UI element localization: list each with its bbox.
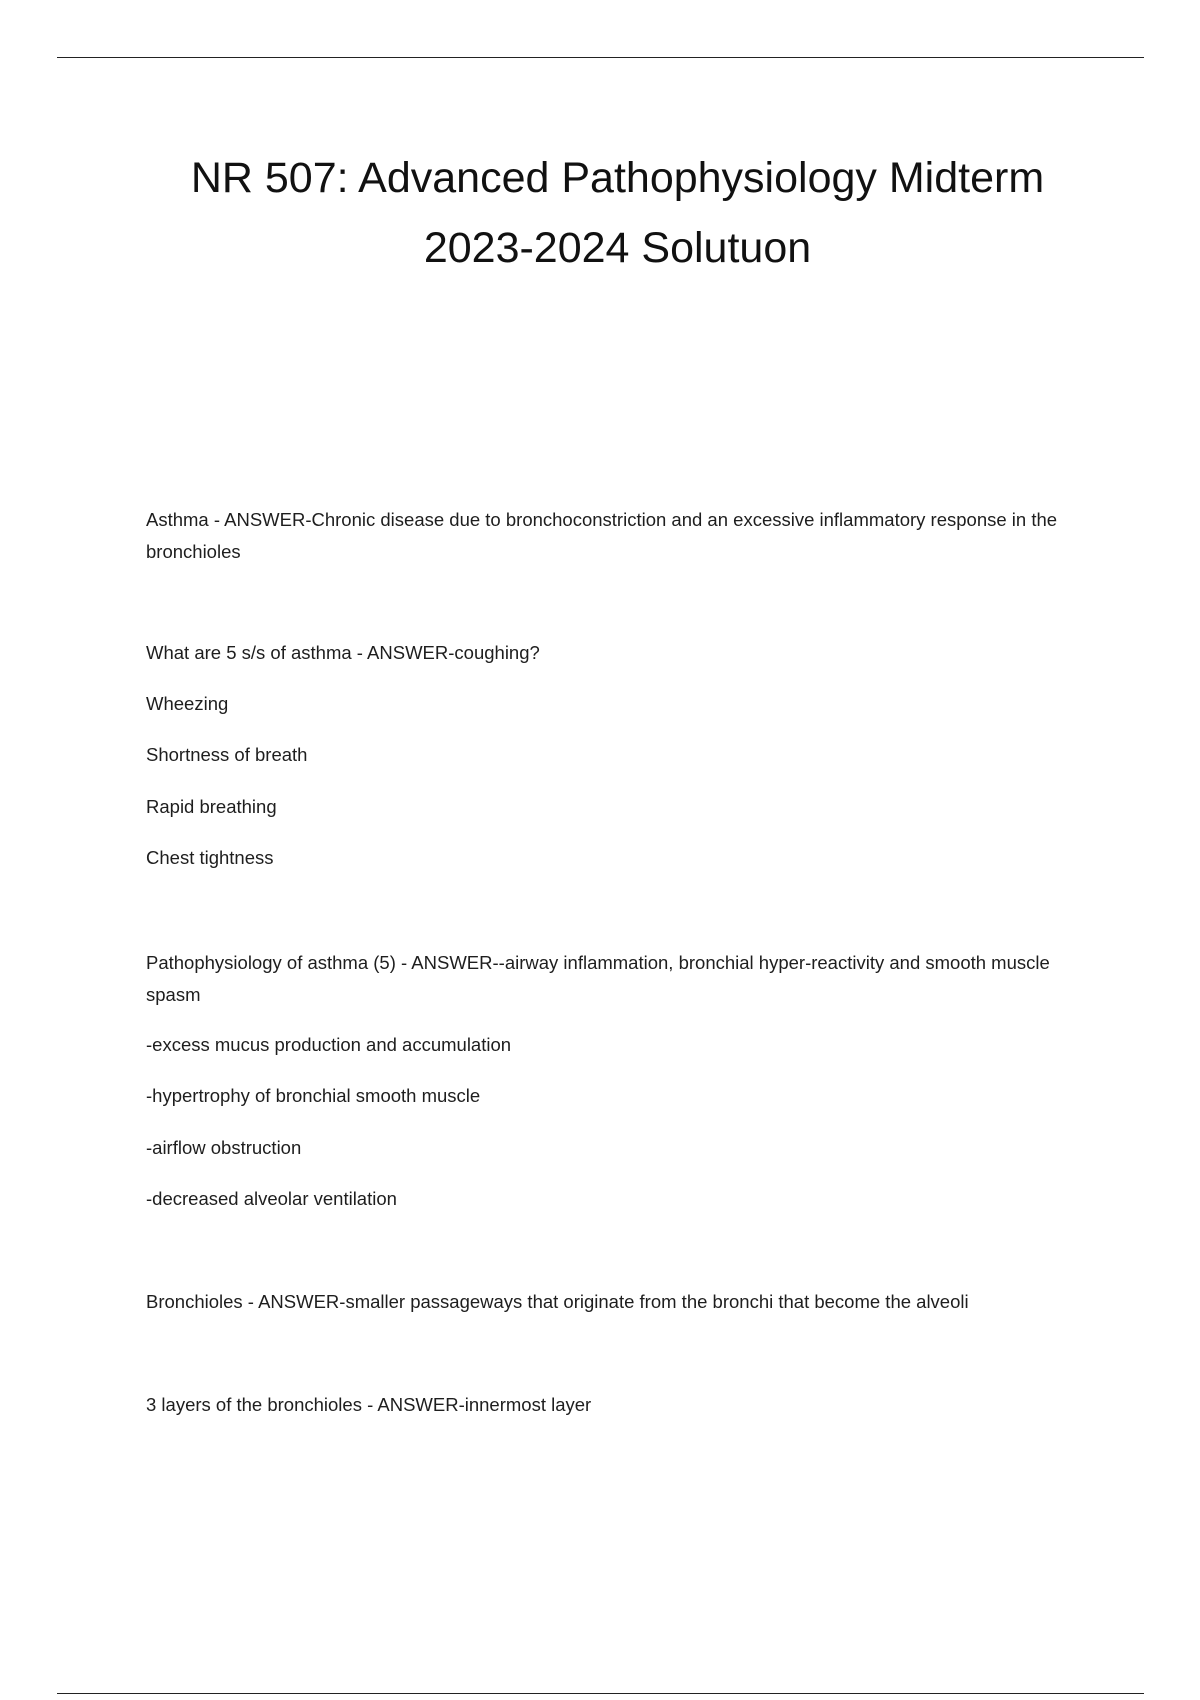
footer-rule <box>57 1693 1144 1694</box>
title-line-1: NR 507: Advanced Pathophysiology Midterm <box>190 154 1045 202</box>
symptom-wheezing: Wheezing <box>146 693 229 714</box>
document-title <box>0 143 1200 283</box>
qa-asthma-symptoms-question: What are 5 s/s of asthma - ANSWER-coughing? <box>146 642 540 663</box>
symptom-rapid-breathing: Rapid breathing <box>146 796 277 817</box>
patho-item-hypertrophy: -hypertrophy of bronchial smooth muscle <box>146 1085 481 1106</box>
qa-bronchioles-definition: Bronchioles - ANSWER-smaller passageways that originate from the bronchi that become the alveoli <box>146 1291 969 1312</box>
symptom-shortness-of-breath: Shortness of breath <box>146 744 308 765</box>
patho-item-ventilation: -decreased alveolar ventilation <box>146 1188 397 1209</box>
qa-asthma-pathophysiology: Pathophysiology of asthma (5) - ANSWER--airway inflammation, bronchial hyper-reactivity and smooth muscle spasm <box>146 952 1050 1005</box>
patho-item-airflow: -airflow obstruction <box>146 1137 302 1158</box>
symptom-chest-tightness: Chest tightness <box>146 847 274 868</box>
qa-asthma-definition: Asthma - ANSWER-Chronic disease due to bronchoconstriction and an excessive inflammatory response in the bronchioles <box>146 509 1058 562</box>
title-line-2: 2023-2024 Solutuon <box>423 224 812 272</box>
patho-item-mucus: -excess mucus production and accumulation <box>146 1034 512 1055</box>
header-rule <box>57 57 1144 58</box>
qa-bronchioles-layers: 3 layers of the bronchioles - ANSWER-innermost layer <box>146 1394 592 1415</box>
